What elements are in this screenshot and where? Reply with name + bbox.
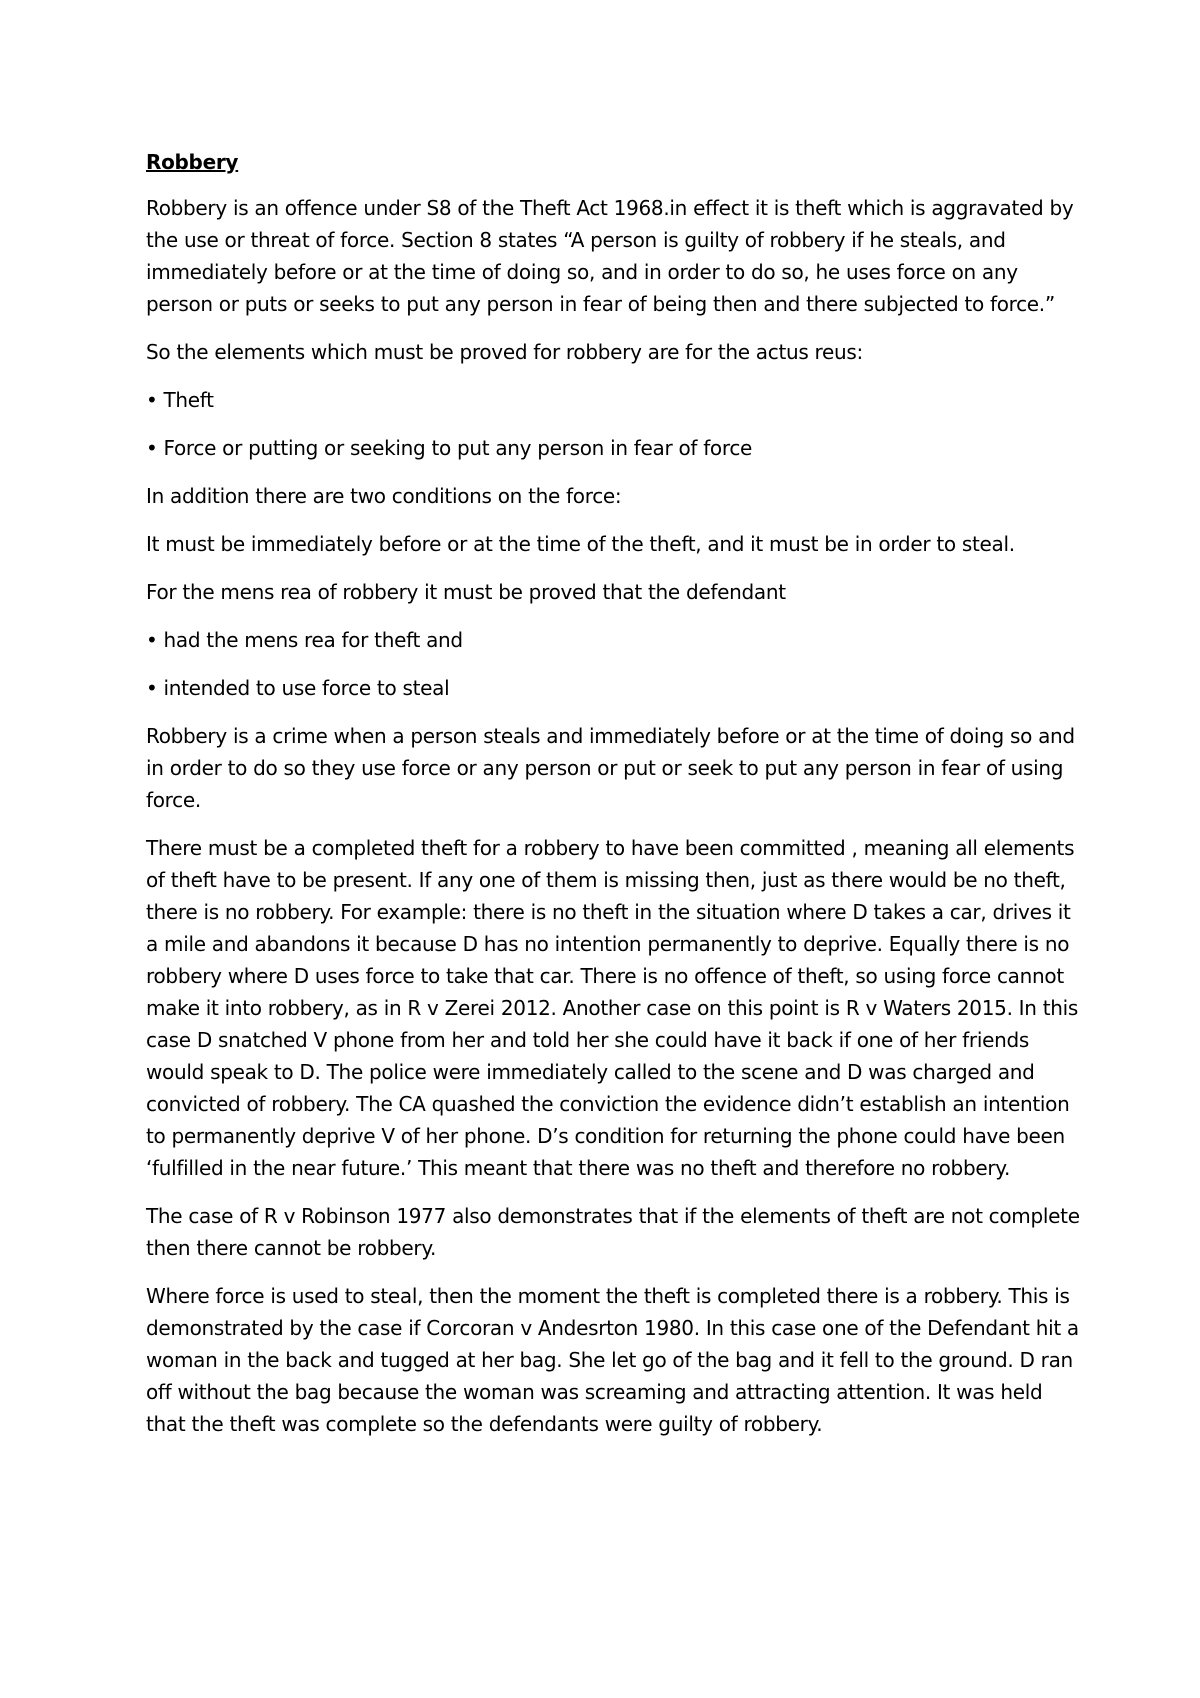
- bullet-glyph: •: [146, 628, 158, 652]
- bullet-text: intended to use force to steal: [163, 676, 450, 700]
- bullet-item-theft: [146, 384, 1086, 416]
- paragraph-actus-reus-intro: So the elements which must be proved for robbery are for the actus reus:: [146, 340, 863, 364]
- bullet-item-mens-rea-theft: [146, 624, 1086, 656]
- bullet-text: Force or putting or seeking to put any person in fear of force: [163, 436, 753, 460]
- paragraph-definition: Robbery is an offence under S8 of the Theft Act 1968.in effect it is theft which is aggravated by the use or threat of force. Section 8 states “A person is guilty of robbery if he steals, and immediately before or at the time of doing so, and in order to do so, he uses force on any person or puts or seeks to put any person in fear of being then and there subjected to force.”: [146, 196, 1074, 316]
- bullet-glyph: •: [146, 388, 158, 412]
- paragraph-robinson: The case of R v Robinson 1977 also demonstrates that if the elements of theft are not complete then there cannot be robbery.: [146, 1204, 1080, 1260]
- bullet-glyph: •: [146, 436, 158, 460]
- document-title: Robbery: [146, 150, 239, 174]
- bullet-glyph: •: [146, 676, 158, 700]
- bullet-text: Theft: [163, 388, 214, 412]
- bullet-text: had the mens rea for theft and: [163, 628, 463, 652]
- document-page: [146, 146, 1086, 1456]
- paragraph-conditions-intro: In addition there are two conditions on the force:: [146, 484, 622, 508]
- paragraph-corcoran: Where force is used to steal, then the moment the theft is completed there is a robbery. This is demonstrated by the case if Corcoran v Andesrton 1980. In this case one of the Defendant hit a woman in the back and tugged at her bag. She let go of the bag and it fell to the ground. D ran off without the bag because the woman was screaming and attracting attention. It was held that the theft was complete so the defendants were guilty of robbery.: [146, 1284, 1079, 1436]
- bullet-item-force: [146, 432, 1086, 464]
- paragraph-completed-theft: There must be a completed theft for a robbery to have been committed , meaning all elements of theft have to be present. If any one of them is missing then, just as there would be no theft, there is no robbery. For example: there is no theft in the situation where D takes a car, drives it a mile and abandons it because D has no intention permanently to deprive. Equally there is no robbery where D uses force to take that car. There is no offence of theft, so using force cannot make it into robbery, as in R v Zerei 2012. Another case on this point is R v Waters 2015. In this case D snatched V phone from her and told her she could have it back if one of her friends would speak to D. The police were immediately called to the scene and D was charged and convicted of robbery. The CA quashed the conviction the evidence didn’t establish an intention to permanently deprive V of her phone. D’s condition for returning the phone could have been ‘fulfilled in the near future.’ This meant that there was no theft and therefore no robbery.: [146, 836, 1079, 1180]
- paragraph-mens-rea-intro: For the mens rea of robbery it must be proved that the defendant: [146, 580, 786, 604]
- paragraph-crime-definition: Robbery is a crime when a person steals and immediately before or at the time of doing so and in order to do so they use force or any person or put or seek to put any person in fear of using force.: [146, 724, 1075, 812]
- paragraph-conditions: It must be immediately before or at the time of the theft, and it must be in order to steal.: [146, 532, 1015, 556]
- bullet-item-intended-force: [146, 672, 1086, 704]
